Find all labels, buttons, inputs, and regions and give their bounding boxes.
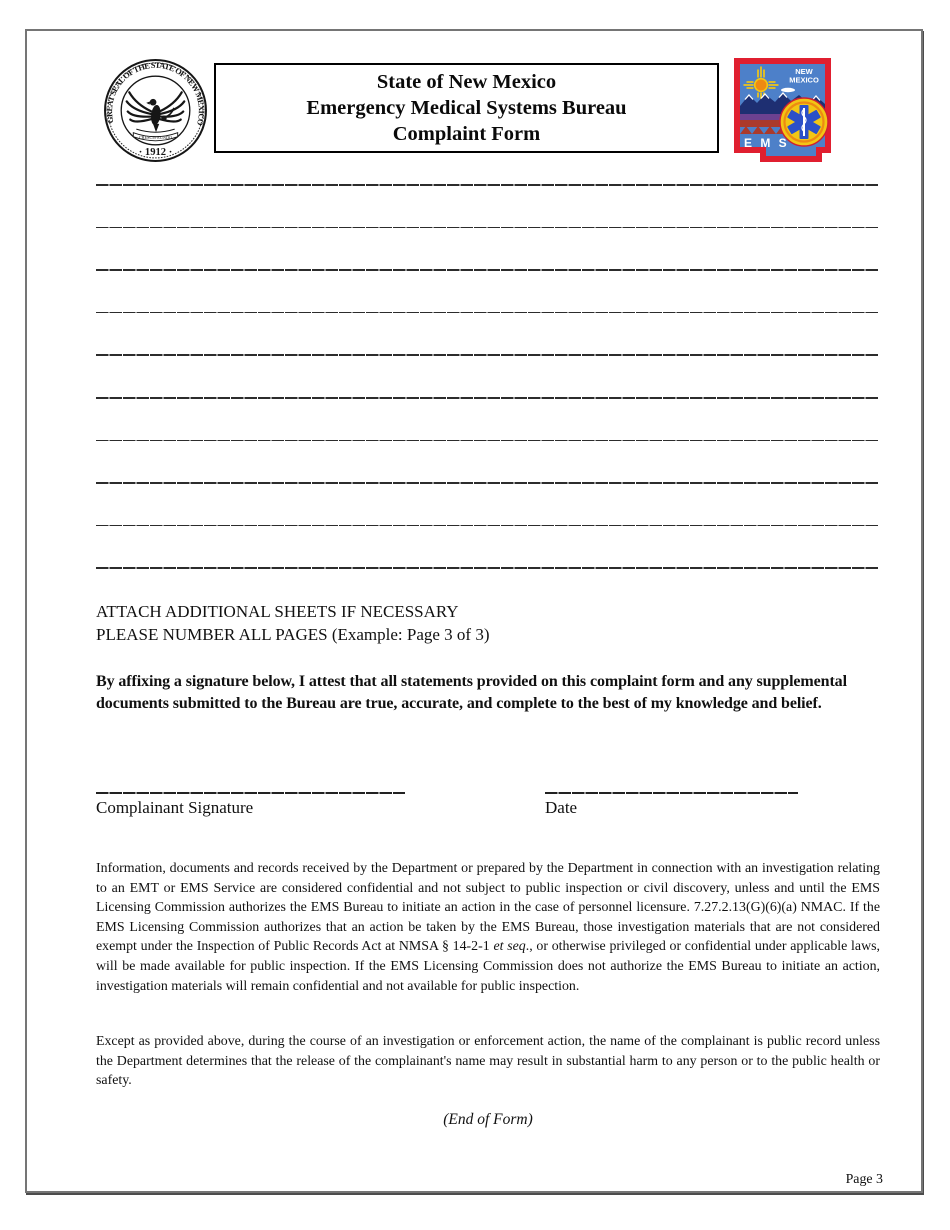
- signature-label: Complainant Signature: [96, 797, 254, 817]
- cloud-icon: [781, 88, 795, 92]
- blank-lines: [96, 184, 879, 610]
- new-mexico-state-seal-logo: [102, 55, 209, 166]
- legal-p1-text-after: ., or otherwise privileged or confidential under applicable laws, will be made available for public inspection. If the EMS Licensing Commission does not authorize the EMS Bureau to initiate an action, investigation materials will remain confidential and not available for public inspection.: [96, 939, 880, 994]
- writing-line: [96, 567, 879, 569]
- ems-bureau-logo: [732, 56, 833, 164]
- ems-state-label-1: NEW: [795, 67, 813, 76]
- writing-line: [96, 440, 879, 442]
- writing-line: [96, 184, 879, 186]
- date-line: [545, 792, 798, 794]
- date-label: Date: [545, 797, 578, 817]
- confidentiality-paragraph: [96, 859, 880, 996]
- writing-line: [96, 269, 879, 271]
- legal-p1-italic: et seq: [493, 939, 526, 955]
- form-title-box: [214, 63, 719, 153]
- ems-state-label-2: MEXICO: [789, 75, 819, 85]
- writing-line: [96, 397, 879, 399]
- attestation-statement: By affixing a signature below, I attest that all statements provided on this complaint form and any supplemental documents submitted to the Bureau are true, accurate, and complete to the best of my knowledge and belief.: [96, 673, 847, 713]
- instruction-line-1: ATTACH ADDITIONAL SHEETS IF NECESSARY: [96, 602, 459, 621]
- public-record-paragraph: Except as provided above, during the course of an investigation or enforcement action, the name of the complainant is public record unless the Department determines that the release of the complainant's name may result in substantial harm to any person or to the public health or safety.: [96, 1034, 880, 1089]
- instructions-block: [96, 601, 796, 646]
- instruction-line-2: PLEASE NUMBER ALL PAGES (Example: Page 3 of 3): [96, 624, 490, 644]
- form-title-line-1: State of New Mexico: [376, 71, 557, 93]
- ems-label: E M S: [744, 136, 790, 150]
- seal-ring-text: GREAT SEAL OF THE STATE OF NEW MEXICO: [105, 60, 206, 127]
- date-field: [545, 792, 798, 818]
- seal-year-text: · 1912 ·: [138, 146, 173, 158]
- form-title-line-3: Complaint Form: [392, 123, 541, 145]
- writing-line: [96, 482, 879, 484]
- page-number: Page 3: [845, 1172, 883, 1187]
- end-of-form-text: (End of Form): [443, 1111, 533, 1128]
- writing-line: [96, 354, 879, 356]
- form-title-line-2: Emergency Medical Systems Bureau: [306, 97, 627, 119]
- writing-line: [96, 525, 879, 527]
- writing-line: [96, 312, 879, 314]
- signature-field: [96, 792, 405, 818]
- signature-line: [96, 792, 405, 794]
- seal-motto-text: CRESCIT EUNDO: [138, 135, 173, 141]
- writing-line: [96, 227, 879, 229]
- legal-p1-text: Information, documents and records received by the Department or prepared by the Department in connection with an investigation relating to an EMT or EMS Service are considered confidential and not subject to public inspection or civil discovery, unless and until the EMS Licensing Commission authorizes the EMS Bureau to initiate an action in the case of personnel licensure. 7.27.2.13(G)(6)(a) NMAC. If the EMS Licensing Commission authorizes that an action be taken by the EMS Bureau, those investigation materials that are not considered exempt under the Inspection of Public Records Act at NMSA § 14-2-1: [96, 861, 880, 955]
